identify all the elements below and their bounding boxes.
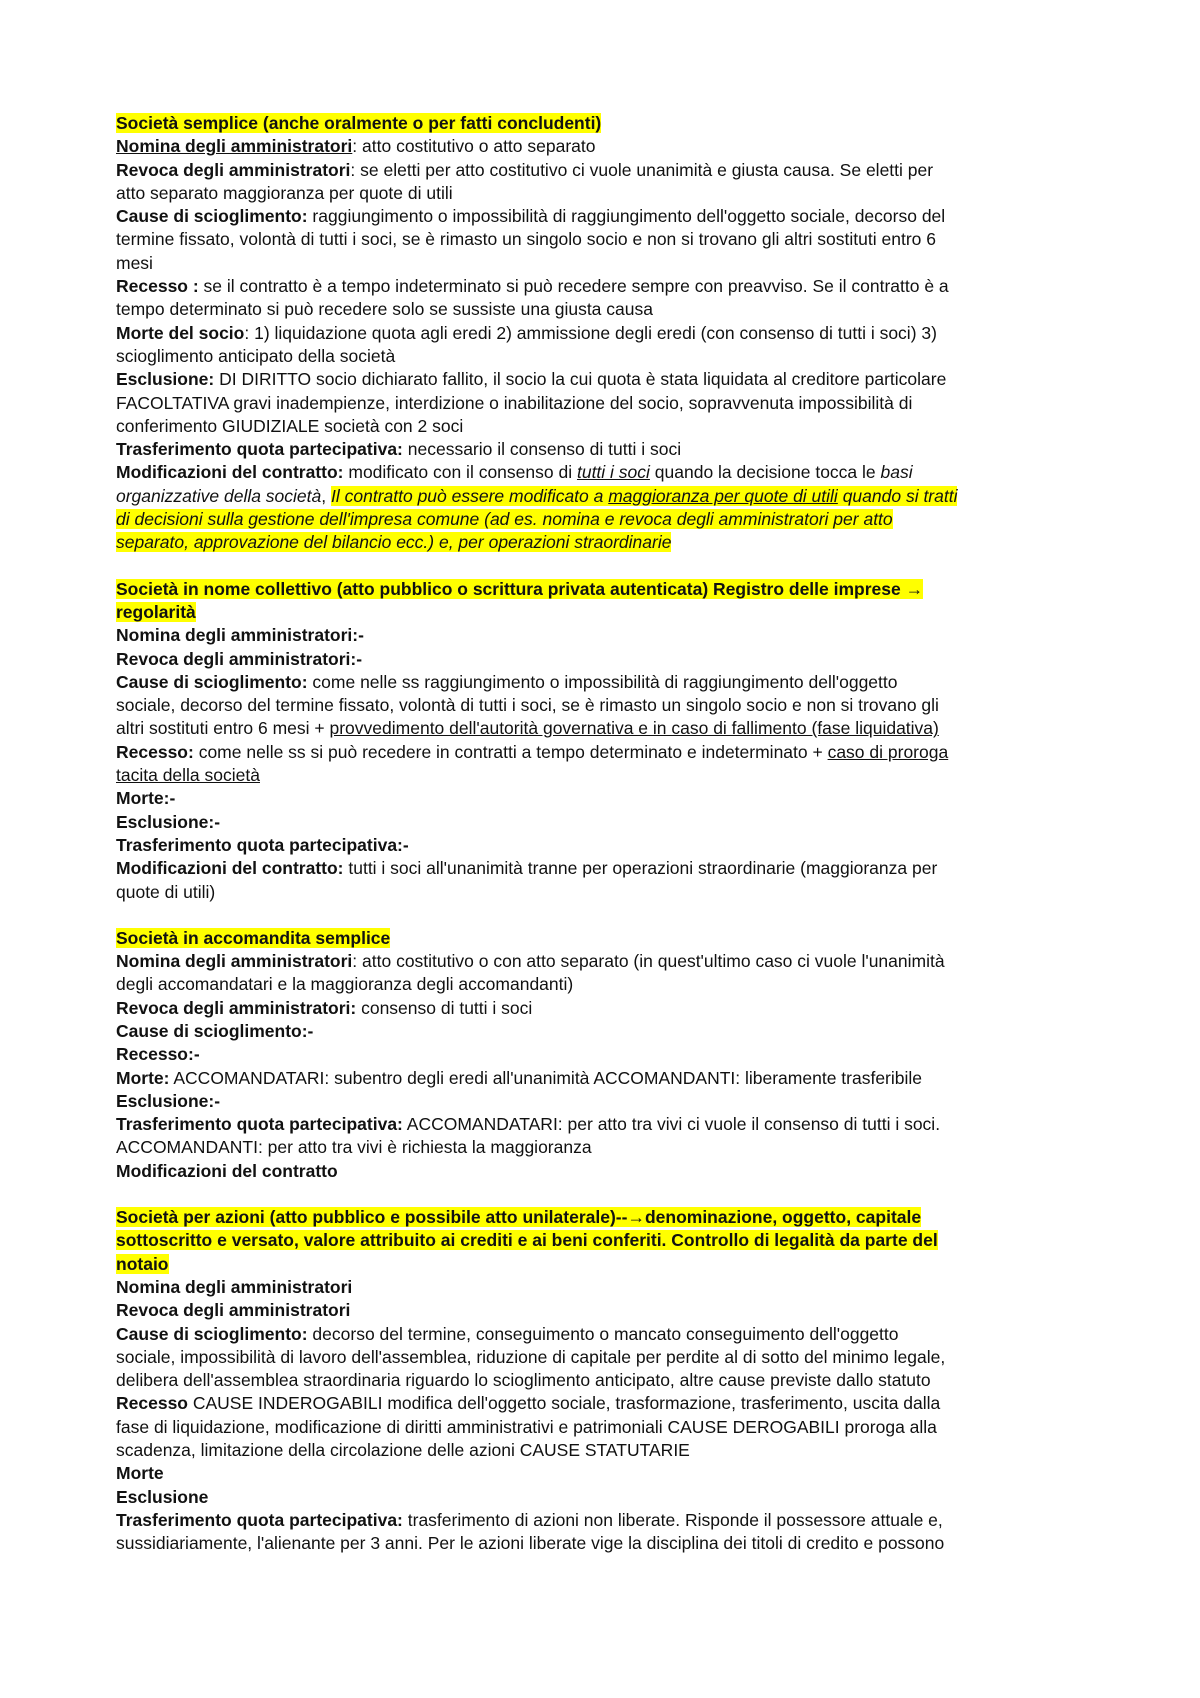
field-text: altri sostituti entro 6 mesi + bbox=[116, 718, 330, 739]
field-text: FACOLTATIVA gravi inadempienze, interdizione o inabilitazione del socio, sopravvenuta impossibilità di bbox=[116, 392, 913, 413]
field-text: : atto costitutivo o atto separato bbox=[352, 136, 596, 157]
field-label: Recesso bbox=[116, 1393, 188, 1414]
emphasis-text: tutti i soci bbox=[576, 462, 650, 483]
field-text: trasferimento di azioni non liberate. Risponde il possessore attuale e, bbox=[402, 1509, 943, 1530]
field-text: ACCOMANDANTI: per atto tra vivi è richiesta la maggioranza bbox=[116, 1137, 592, 1158]
underlined-text: caso di proroga bbox=[827, 741, 949, 762]
field-text: : atto costitutivo o con atto separato (in quest'ultimo caso ci vuole l'unanimità bbox=[352, 951, 945, 972]
field-label: Revoca degli amministratori:- bbox=[116, 648, 363, 669]
field-text: conferimento GIUDIZIALE società con 2 soci bbox=[116, 415, 464, 436]
field-text: raggiungimento o impossibilità di raggiungimento dell'oggetto sociale, decorso del bbox=[307, 206, 946, 227]
highlighted-text: Il contratto può essere modificato a bbox=[331, 485, 609, 506]
field-text: CAUSE INDEROGABILI modifica dell'oggetto sociale, trasformazione, trasferimento, uscita dalla bbox=[188, 1393, 941, 1414]
field-label: Modificazioni del contratto: bbox=[116, 462, 344, 483]
field-text: come nelle ss si può recedere in contratti a tempo determinato e indeterminato + bbox=[193, 741, 828, 762]
field-text: degli accomandatari e la maggioranza degli accomandanti) bbox=[116, 974, 574, 995]
highlighted-text: maggioranza per quote di utili bbox=[608, 485, 838, 506]
field-text: : se eletti per atto costitutivo ci vuole unanimità e giusta causa. Se eletti per bbox=[350, 159, 934, 180]
field-text: decorso del termine, conseguimento o mancato conseguimento dell'oggetto bbox=[307, 1323, 899, 1344]
field-label: Morte: bbox=[116, 1067, 170, 1088]
emphasis-text: basi bbox=[880, 462, 913, 483]
field-label: Trasferimento quota partecipativa:- bbox=[116, 834, 409, 855]
section-heading: Società in accomandita semplice bbox=[116, 927, 391, 948]
underlined-text: tacita della società bbox=[116, 765, 260, 786]
field-text: tutti i soci all'unanimità tranne per operazioni straordinarie (maggioranza per bbox=[343, 858, 938, 879]
field-text: mesi bbox=[116, 252, 153, 273]
field-text: fase di liquidazione, modificazione di diritti amministrativi e patrimoniali CAUSE DEROGABILI proroga alla bbox=[116, 1416, 937, 1437]
field-label: Cause di scioglimento: bbox=[116, 1323, 308, 1344]
field-label: Recesso: bbox=[116, 741, 194, 762]
field-label: Modificazioni del contratto bbox=[116, 1160, 338, 1181]
section-societa-semplice bbox=[116, 112, 1101, 555]
field-label: Revoca degli amministratori bbox=[116, 1300, 351, 1321]
section-heading: Società semplice (anche oralmente o per fatti concludenti) bbox=[116, 113, 602, 133]
field-label: Nomina degli amministratori bbox=[116, 951, 353, 972]
highlighted-text: quando si tratti bbox=[837, 485, 958, 506]
emphasis-text: organizzative della società bbox=[116, 485, 322, 506]
field-label: Revoca degli amministratori bbox=[116, 159, 351, 180]
field-label: Recesso:- bbox=[116, 1044, 200, 1065]
document-page bbox=[116, 112, 1101, 1579]
field-text: tempo determinato si può recedere solo se sussiste una giusta causa bbox=[116, 299, 653, 320]
highlighted-text: di decisioni sulla gestione dell'impresa comune (ad es. nomina e revoca degli amministratori per atto bbox=[116, 509, 893, 530]
field-text: ACCOMANDATARI: per atto tra vivi ci vuole il consenso di tutti i soci. bbox=[402, 1114, 941, 1135]
field-text: sociale, impossibilità di lavoro dell'assemblea, riduzione di capitale per perdite al di sotto del minimo legale, bbox=[116, 1346, 946, 1367]
section-heading: notaio bbox=[116, 1253, 169, 1274]
field-label: Morte bbox=[116, 1463, 164, 1484]
section-heading: Società per azioni (atto pubblico e possibile atto unilaterale)--→denominazione, oggetto, capitale bbox=[116, 1207, 922, 1228]
field-label: Recesso : bbox=[116, 276, 199, 297]
field-text: DI DIRITTO socio dichiarato fallito, il socio la cui quota è stata liquidata al creditore particolare bbox=[214, 369, 947, 390]
field-label: Morte del socio bbox=[116, 322, 245, 343]
highlighted-text: separato, approvazione del bilancio ecc.) e, per operazioni straordinarie bbox=[116, 532, 672, 553]
field-label: Cause di scioglimento: bbox=[116, 206, 308, 227]
field-label: Trasferimento quota partecipativa: bbox=[116, 439, 403, 460]
field-label: Esclusione:- bbox=[116, 811, 221, 832]
section-snc bbox=[116, 578, 1101, 904]
field-text: termine fissato, volontà di tutti i soci, se è rimasto un singolo socio e non si trovano gli altri sostituti entro 6 bbox=[116, 229, 936, 250]
field-label: Modificazioni del contratto: bbox=[116, 858, 344, 879]
field-text: , bbox=[321, 485, 331, 506]
field-label: Nomina degli amministratori bbox=[116, 136, 353, 157]
section-heading: regolarità bbox=[116, 601, 196, 622]
field-text: delibera dell'assemblea straordinaria riguardo lo scioglimento anticipato, altre cause previste dallo statuto bbox=[116, 1370, 931, 1391]
field-text: necessario il consenso di tutti i soci bbox=[402, 439, 682, 460]
underlined-text: provvedimento dell'autorità governativa e in caso di fallimento (fase liquidativa) bbox=[329, 718, 939, 739]
field-text: ACCOMANDATARI: subentro degli eredi all'unanimità ACCOMANDANTI: liberamente trasferibile bbox=[169, 1067, 923, 1088]
field-text: scadenza, limitazione della circolazione delle azioni CAUSE STATUTARIE bbox=[116, 1440, 690, 1461]
field-label: Trasferimento quota partecipativa: bbox=[116, 1509, 403, 1530]
field-label: Trasferimento quota partecipativa: bbox=[116, 1114, 403, 1135]
field-text: se il contratto è a tempo indeterminato si può recedere sempre con preavviso. Se il contratto è a bbox=[198, 276, 949, 297]
field-label: Nomina degli amministratori bbox=[116, 1276, 353, 1297]
section-heading: sottoscritto e versato, valore attribuito ai crediti e ai beni conferiti. Controllo di legalità da parte del bbox=[116, 1230, 938, 1251]
field-text: quote di utili) bbox=[116, 881, 216, 902]
field-text: atto separato maggioranza per quote di utili bbox=[116, 182, 453, 203]
field-label: Revoca degli amministratori: bbox=[116, 997, 357, 1018]
field-label: Cause di scioglimento:- bbox=[116, 1020, 314, 1041]
field-text: : 1) liquidazione quota agli eredi 2) ammissione degli eredi (con consenso di tutti i soci) 3) bbox=[244, 322, 937, 343]
field-text: quando la decisione tocca le bbox=[649, 462, 881, 483]
field-text: come nelle ss raggiungimento o impossibilità di raggiungimento dell'oggetto bbox=[307, 671, 898, 692]
section-spa bbox=[116, 1206, 1101, 1555]
field-text: sussidiariamente, l'alienante per 3 anni. Per le azioni liberate vige la disciplina dei titoli di credito e possono bbox=[116, 1533, 945, 1554]
field-text: consenso di tutti i soci bbox=[356, 997, 533, 1018]
field-text: scioglimento anticipato della società bbox=[116, 345, 396, 366]
field-label: Morte:- bbox=[116, 788, 176, 809]
field-label: Nomina degli amministratori:- bbox=[116, 625, 364, 646]
field-label: Cause di scioglimento: bbox=[116, 671, 308, 692]
field-label: Esclusione bbox=[116, 1486, 209, 1507]
field-label: Esclusione: bbox=[116, 369, 215, 390]
section-sas bbox=[116, 927, 1101, 1183]
section-heading: Società in nome collettivo (atto pubblico o scrittura privata autenticata) Registro delle imprese → bbox=[116, 578, 924, 599]
field-text: sociale, decorso del termine fissato, volontà di tutti i soci, se è rimasto un singolo socio e non si trovano gli bbox=[116, 695, 939, 716]
field-label: Esclusione:- bbox=[116, 1090, 221, 1111]
field-text: modificato con il consenso di bbox=[343, 462, 577, 483]
